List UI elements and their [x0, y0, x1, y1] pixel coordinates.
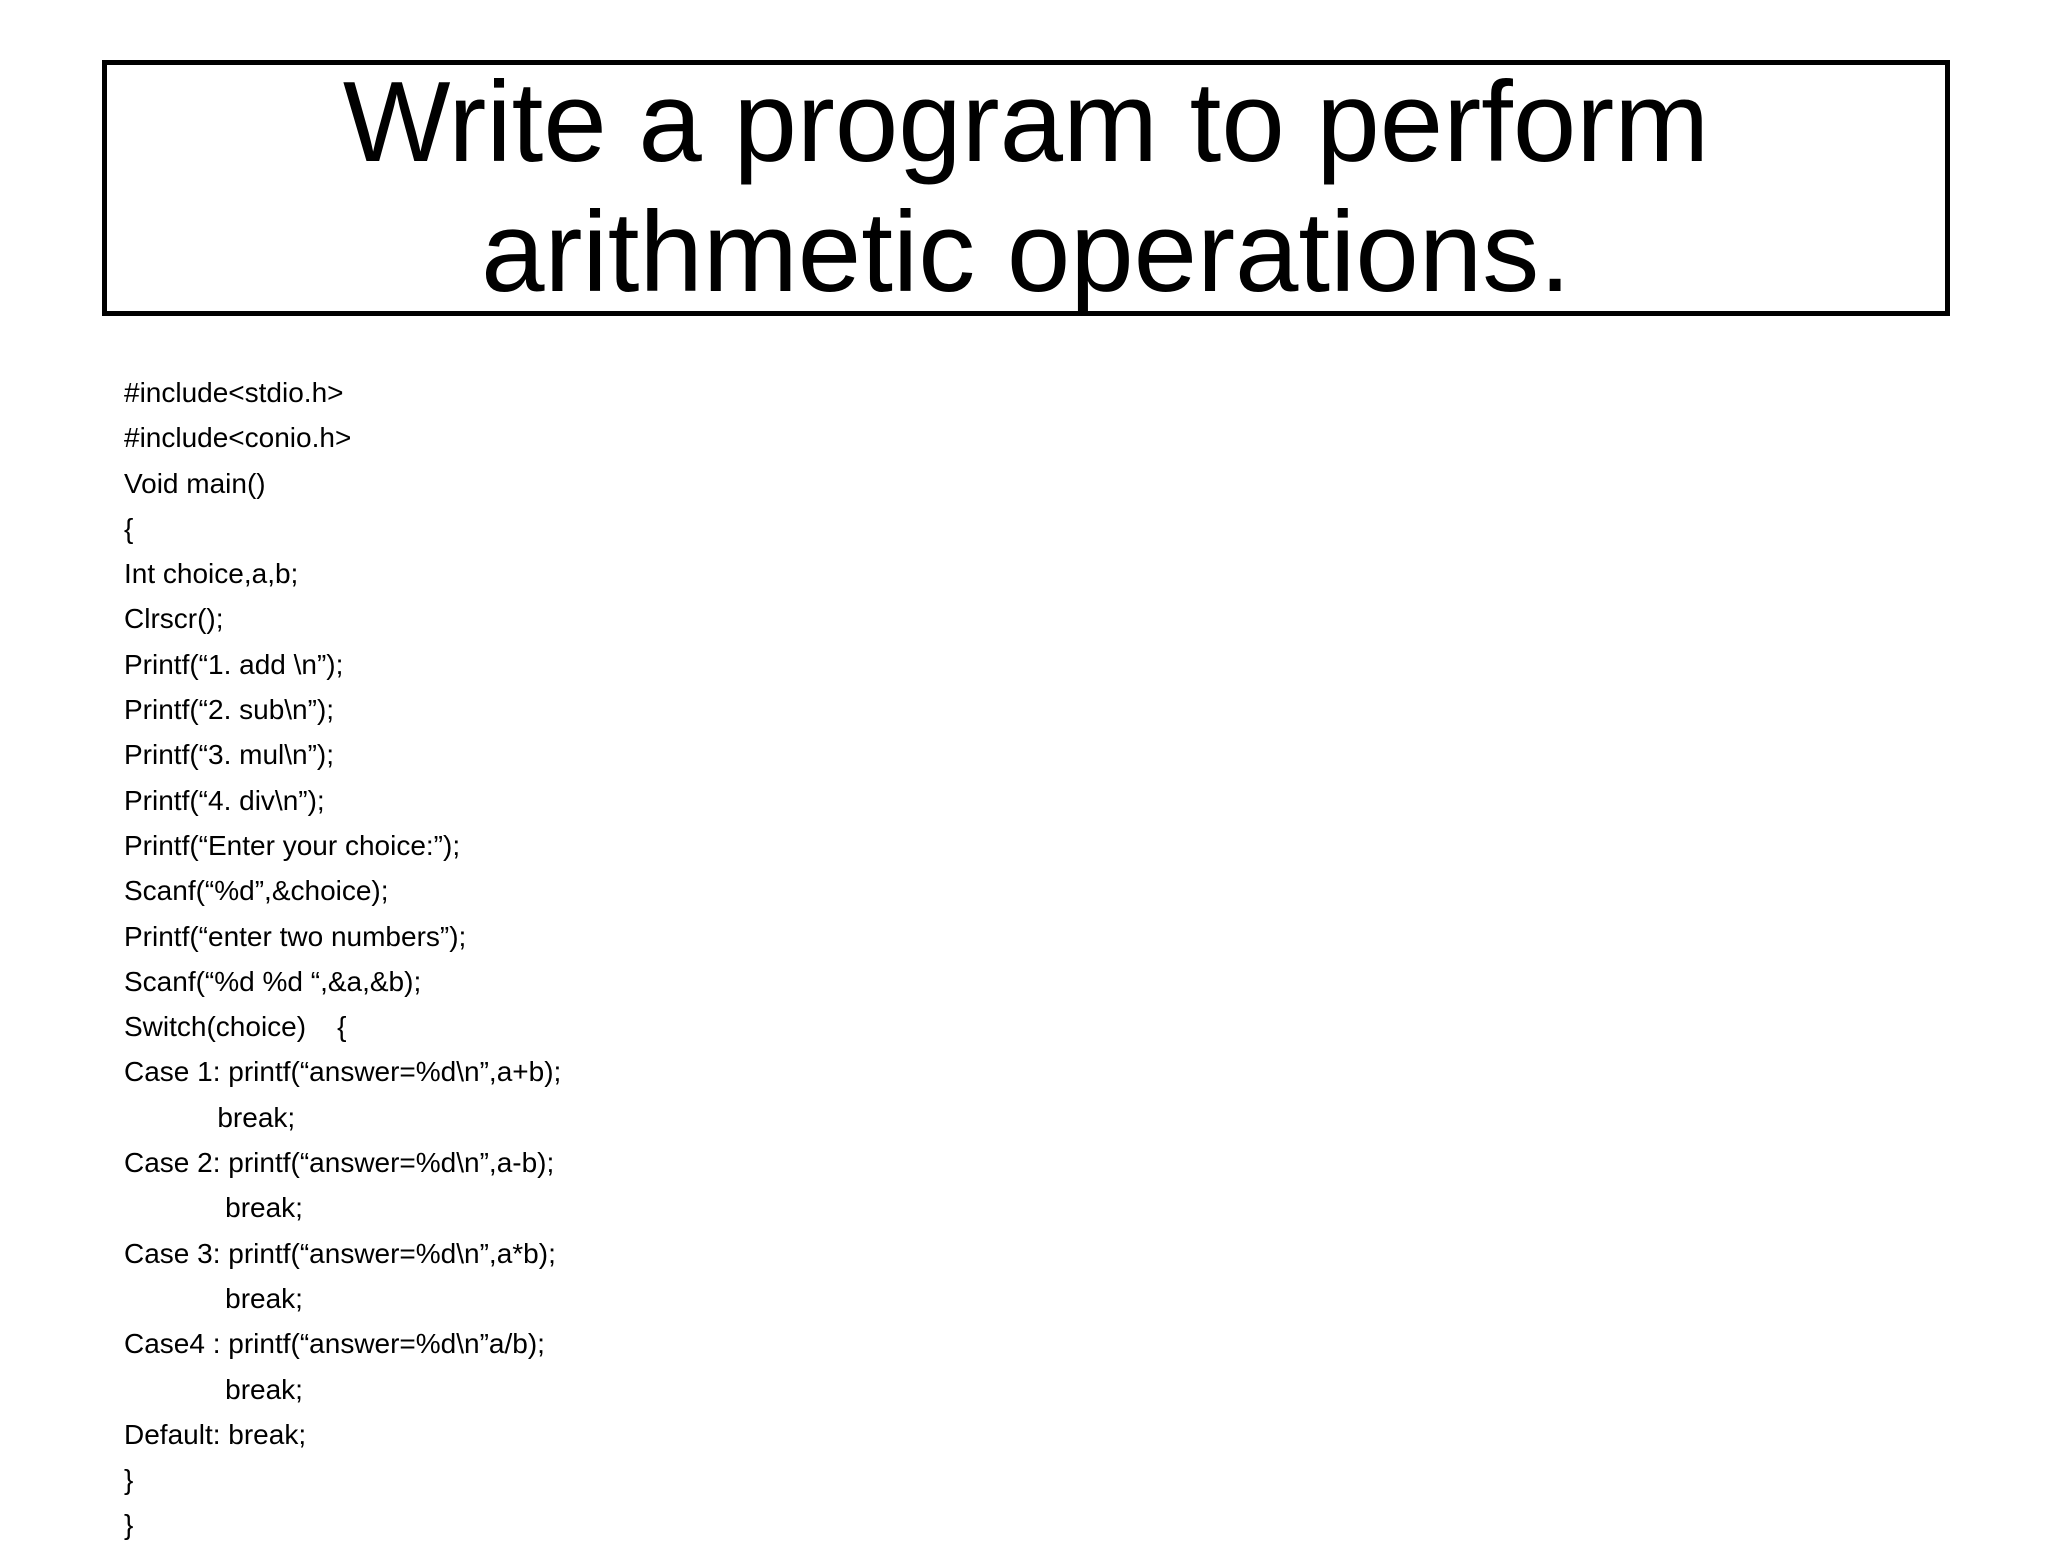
code-line: }	[124, 1509, 134, 1541]
slide-title: Write a program to perform arithmetic operations.	[342, 59, 1710, 316]
code-line: break;	[124, 1373, 303, 1405]
code-line: break;	[124, 1282, 303, 1314]
code-line: #include<stdio.h>	[124, 377, 344, 408]
code-line: break;	[124, 1192, 303, 1224]
code-line: Printf(“3. mul\n”);	[124, 739, 335, 771]
code-line: Printf(“Enter your choice:”);	[124, 829, 461, 861]
code-line: Printf(“enter two numbers”);	[124, 920, 467, 952]
code-line: Scanf(“%d %d “,&a,&b);	[124, 965, 422, 997]
code-line: {	[124, 512, 134, 544]
code-line: }	[124, 1464, 134, 1496]
code-block	[124, 370, 1024, 1548]
code-line: Case4 : printf(“answer=%d\n”a/b);	[124, 1328, 545, 1360]
code-line: Case 1: printf(“answer=%d\n”,a+b);	[124, 1056, 562, 1088]
code-line: Printf(“1. add \n”);	[124, 648, 344, 680]
code-line: Default: break;	[124, 1418, 307, 1450]
code-line: Void main()	[124, 467, 266, 499]
code-line: Printf(“4. div\n”);	[124, 784, 325, 816]
code-line: Int choice,a,b;	[124, 558, 299, 590]
code-line: break;	[124, 1101, 296, 1133]
code-line: Case 3: printf(“answer=%d\n”,a*b);	[124, 1237, 556, 1269]
code-line: Scanf(“%d”,&choice);	[124, 875, 389, 907]
title-box	[102, 60, 1950, 316]
code-line: Clrscr();	[124, 603, 224, 635]
code-line: Switch(choice) {	[124, 1011, 347, 1043]
code-line: #include<conio.h>	[124, 422, 352, 454]
code-line: Printf(“2. sub\n”);	[124, 694, 335, 726]
code-line: Case 2: printf(“answer=%d\n”,a-b);	[124, 1147, 555, 1179]
